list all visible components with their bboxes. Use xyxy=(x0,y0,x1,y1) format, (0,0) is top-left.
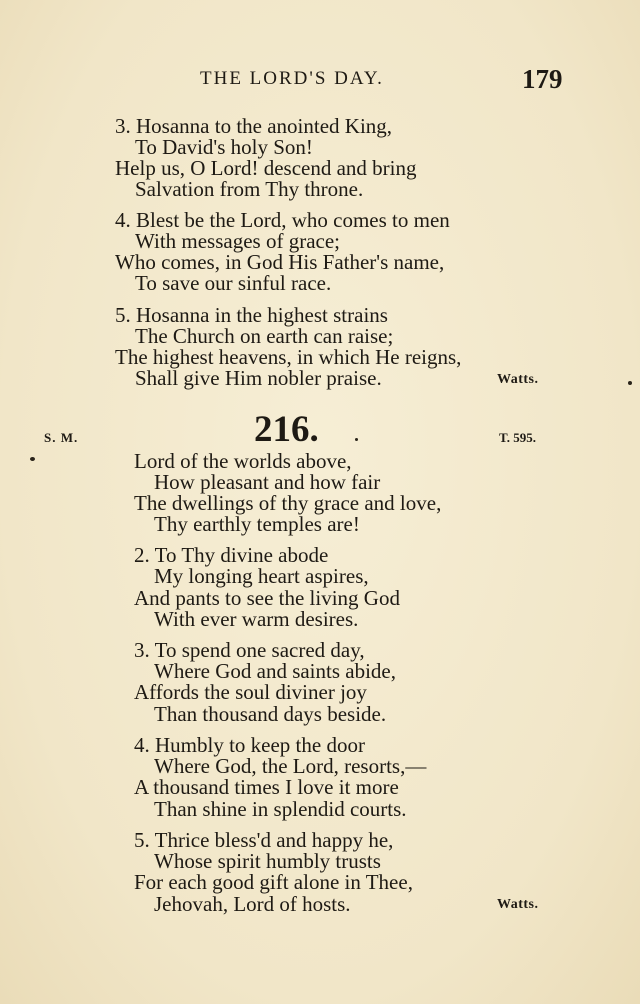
stanza-line: Than thousand days beside. xyxy=(154,702,387,726)
author-attribution: Watts. xyxy=(497,897,539,912)
stanza-line: Lord of the worlds above, xyxy=(134,449,352,473)
stanza-line: 5. Thrice bless'd and happy he, xyxy=(134,828,394,852)
stanza-line: Salvation from Thy throne. xyxy=(135,177,364,201)
stanza-line: For each good gift alone in Thee, xyxy=(134,870,413,894)
stanza-line: And pants to see the living God xyxy=(134,586,400,610)
stanza-line: 3. Hosanna to the anointed King, xyxy=(115,114,393,138)
stanza-line: To David's holy Son! xyxy=(135,135,313,159)
stanza-line: Jehovah, Lord of hosts. xyxy=(154,892,351,916)
ink-speck xyxy=(30,457,35,461)
stanza-line: Than shine in splendid courts. xyxy=(154,797,407,821)
hymn-number: 216. xyxy=(254,409,319,450)
stanza-line: The highest heavens, in which He reigns, xyxy=(115,345,462,369)
stanza-line: Where God, the Lord, resorts,— xyxy=(154,754,427,778)
tune-reference: T. 595. xyxy=(499,430,536,445)
stanza-line: 4. Blest be the Lord, who comes to men xyxy=(115,208,450,232)
stanza-line: Who comes, in God His Father's name, xyxy=(115,250,445,274)
stanza-line: The dwellings of thy grace and love, xyxy=(134,491,442,515)
stanza-line: With ever warm desires. xyxy=(154,607,359,631)
stanza-line: 4. Humbly to keep the door xyxy=(134,733,365,757)
ink-speck xyxy=(355,438,358,441)
stanza-line: A thousand times I love it more xyxy=(134,775,399,799)
author-attribution: Watts. xyxy=(497,372,539,387)
stanza-line: 5. Hosanna in the highest strains xyxy=(115,303,388,327)
ink-speck xyxy=(628,381,632,385)
stanza-line: 2. To Thy divine abode xyxy=(134,543,329,567)
stanza-line: Thy earthly temples are! xyxy=(154,512,360,536)
stanza-line: Whose spirit humbly trusts xyxy=(154,849,381,873)
stanza-line: To save our sinful race. xyxy=(135,271,332,295)
stanza-line: Help us, O Lord! descend and bring xyxy=(115,156,417,180)
stanza-line: With messages of grace; xyxy=(135,229,340,253)
stanza-line: Where God and saints abide, xyxy=(154,659,397,683)
stanza-line: My longing heart aspires, xyxy=(154,564,369,588)
meter-label: S. M. xyxy=(44,430,79,445)
stanza-line: The Church on earth can raise; xyxy=(135,324,394,348)
page-number: 179 xyxy=(522,64,563,94)
running-head: THE LORD'S DAY. xyxy=(200,68,384,89)
stanza-line: How pleasant and how fair xyxy=(154,470,381,494)
stanza-line: Shall give Him nobler praise. xyxy=(135,366,382,390)
stanza-line: 3. To spend one sacred day, xyxy=(134,638,365,662)
stanza-line: Affords the soul diviner joy xyxy=(134,680,367,704)
